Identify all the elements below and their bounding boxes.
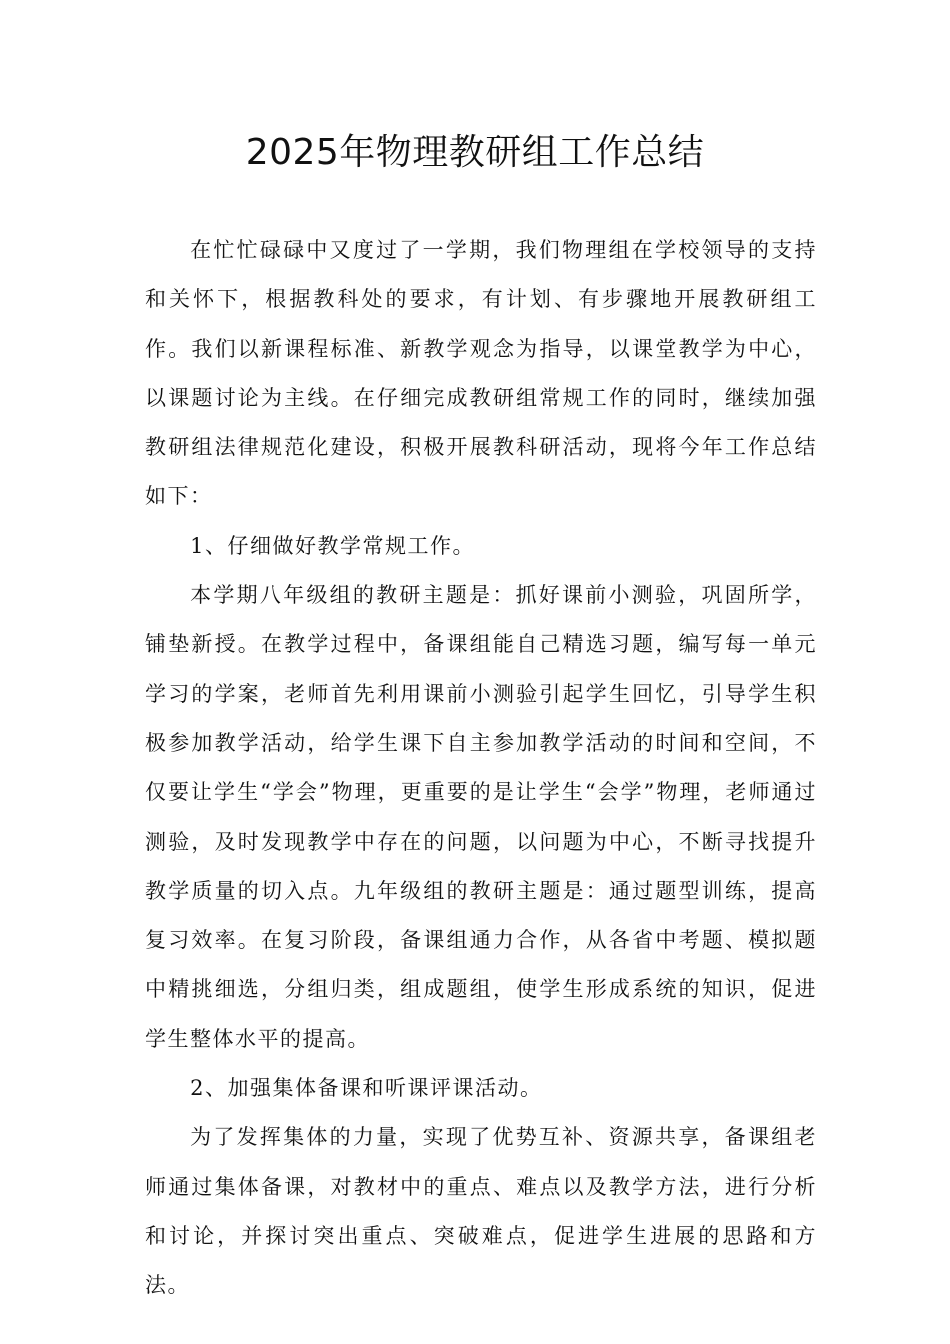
section-heading-2: 2、加强集体备课和听课评课活动。 bbox=[190, 1076, 543, 1101]
paragraph-intro: 在忙忙碌碌中又度过了一学期，我们物理组在学校领导的支持和关怀下，根据教科处的要求，有计划、有步骤地开展教研组工作。我们以新课程标准、新教学观念为指导，以课堂教学为中心，以课题讨论为主线。在仔细完成教研组常规工作的同时，继续加强教研组法律规范化建设，积极开展教科研活动，现将今年工作总结如下： bbox=[145, 238, 817, 509]
paragraph-section-2: 为了发挥集体的力量，实现了优势互补、资源共享，备课组老师通过集体备课，对教材中的重点、难点以及教学方法，进行分析和讨论，并探讨突出重点、突破难点，促进学生进展的思路和方法。 bbox=[145, 1125, 817, 1298]
paragraph-section-1: 本学期八年级组的教研主题是：抓好课前小测验，巩固所学，铺垫新授。在教学过程中，备课组能自己精选习题，编写每一单元学习的学案，老师首先利用课前小测验引起学生回忆，引导学生积极参加教学活动，给学生课下自主参加教学活动的时间和空间，不仅要让学生“学会”物理，更重要的是让学生“会学”物理，老师通过测验，及时发现教学中存在的问题，以问题为中心，不断寻找提升教学质量的切入点。九年级组的教研主题是：通过题型训练，提高复习效率。在复习阶段，备课组通力合作，从各省中考题、模拟题中精挑细选，分组归类，组成题组，使学生形成系统的知识，促进学生整体水平的提高。 bbox=[145, 583, 817, 1051]
section-heading-1: 1、仔细做好教学常规工作。 bbox=[190, 533, 476, 558]
document-body bbox=[145, 226, 817, 1311]
document-title: 2025年物理教研组工作总结 bbox=[245, 132, 705, 173]
